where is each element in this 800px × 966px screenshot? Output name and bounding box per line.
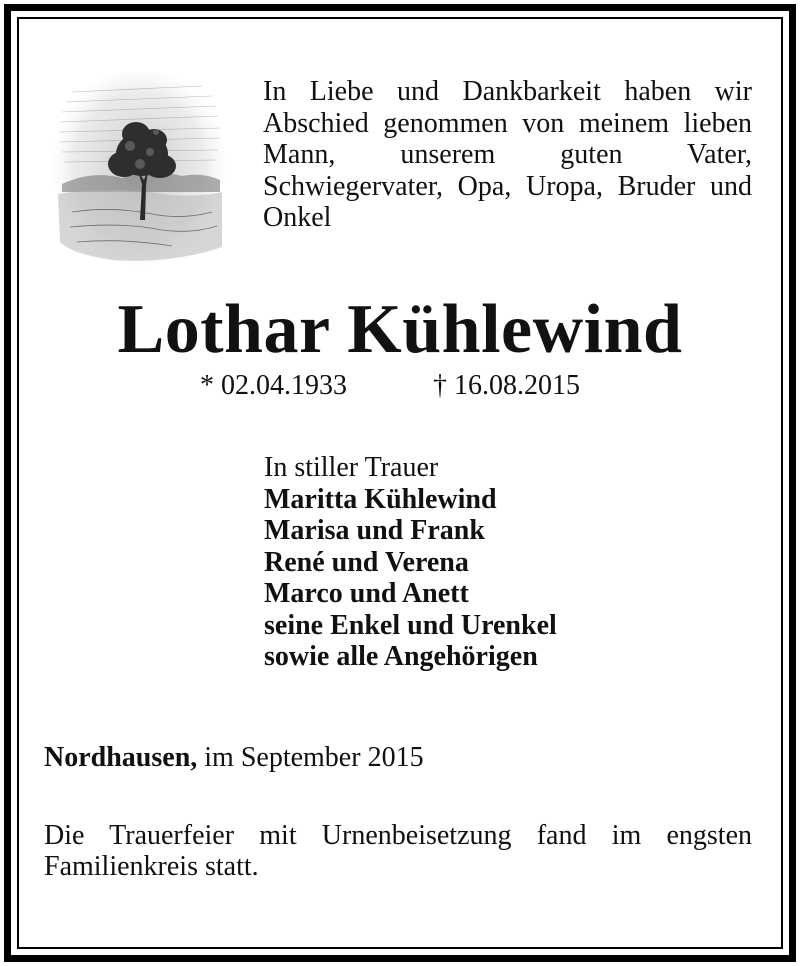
mourner-name: Marisa und Frank: [264, 515, 485, 546]
intro-line: Schwiegervater, Opa, Uropa, Bruder: [263, 170, 696, 202]
funeral-note: Die Trauerfeier mit Urnenbeisetzung fand im engsten Familienkreis statt.: [44, 820, 752, 882]
mourner-name: Maritta Kühlewind: [264, 483, 497, 515]
intro-text: [263, 76, 752, 234]
birth-date: * 02.04.1933: [200, 370, 347, 401]
mourner-name: Marco und Anett: [264, 578, 469, 609]
tree-landscape-icon: [52, 72, 227, 272]
place-date-line: [44, 742, 424, 774]
mourner-name: seine Enkel und Urenkel: [264, 609, 557, 641]
deceased-name: Lothar Kühlewind: [117, 291, 683, 368]
death-date: † 16.08.2015: [433, 370, 580, 401]
mourner-name: sowie alle Angehörigen: [264, 641, 538, 672]
mourner-name: René und Verena: [264, 546, 469, 578]
place: Nordhausen,: [44, 742, 198, 773]
mourners-block: [264, 452, 557, 673]
mourners-lead: In stiller Trauer: [264, 452, 439, 483]
intro-line: In Liebe und Dankbarkeit haben wir: [263, 76, 752, 107]
intro-line: lieben Mann, unserem guten Vater,: [263, 107, 753, 170]
date-text: im September 2015: [204, 742, 424, 773]
intro-line: und Onkel: [263, 170, 753, 233]
intro-line: Abschied genommen von meinem: [263, 107, 670, 139]
life-dates: [0, 370, 800, 402]
